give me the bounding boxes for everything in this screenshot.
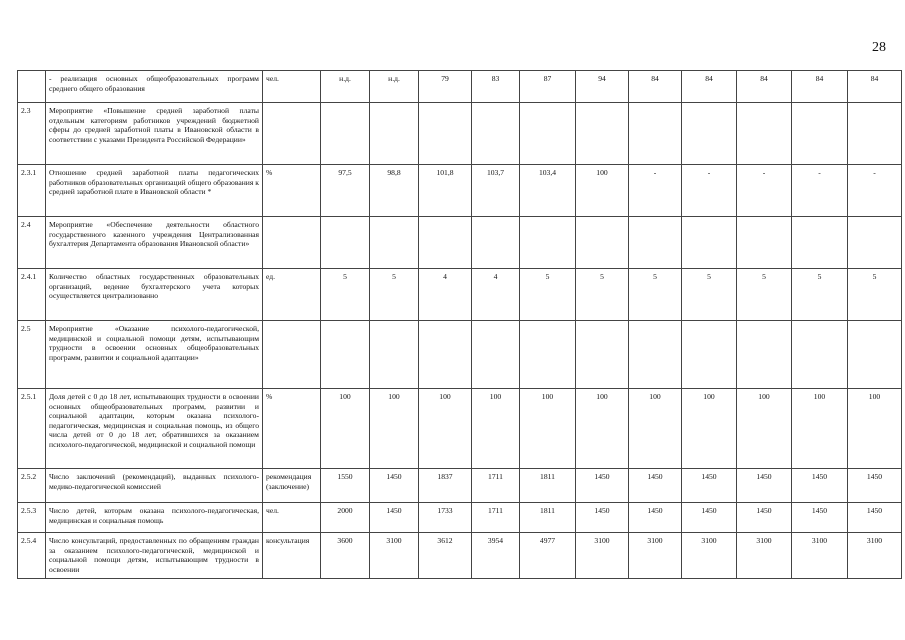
- row-number-cell: 2.5.4: [18, 533, 46, 579]
- value-cell: -: [737, 165, 792, 217]
- value-cell: [520, 103, 576, 165]
- value-cell: 87: [520, 71, 576, 103]
- table-row: [18, 321, 902, 389]
- value-cell: [419, 103, 472, 165]
- value-cell: -: [792, 165, 848, 217]
- indicator-name-cell: Количество областных государственных образовательных организаций, ведение бухгалтерского учета которых осуществляется централизованно: [46, 269, 263, 321]
- value-cell: 5: [321, 269, 370, 321]
- row-number-cell: 2.5.3: [18, 503, 46, 533]
- value-cell: [682, 217, 737, 269]
- row-number-cell: 2.3.1: [18, 165, 46, 217]
- value-cell: 100: [370, 389, 419, 469]
- value-cell: [848, 103, 902, 165]
- table-body: [18, 71, 902, 579]
- value-cell: 84: [848, 71, 902, 103]
- value-cell: [472, 217, 520, 269]
- value-cell: 100: [848, 389, 902, 469]
- value-cell: 100: [419, 389, 472, 469]
- value-cell: 100: [576, 165, 629, 217]
- value-cell: 100: [629, 389, 682, 469]
- value-cell: 1450: [576, 503, 629, 533]
- value-cell: [792, 321, 848, 389]
- value-cell: 1811: [520, 503, 576, 533]
- value-cell: 2000: [321, 503, 370, 533]
- value-cell: 3954: [472, 533, 520, 579]
- row-number-cell: 2.5.1: [18, 389, 46, 469]
- indicator-name-cell: Отношение средней заработной платы педагогических работников образовательных организаций общего образования к средней заработной плате в Ивановской области *: [46, 165, 263, 217]
- value-cell: 1811: [520, 469, 576, 503]
- value-cell: 100: [321, 389, 370, 469]
- unit-cell: рекомендация (заключение): [263, 469, 321, 503]
- value-cell: 5: [682, 269, 737, 321]
- indicator-name-cell: Число консультаций, предоставленных по обращениям граждан за оказанием психолого-педагогической, медицинской и социальной помощи детям, испытывающим трудности в освоении: [46, 533, 263, 579]
- table-row: [18, 503, 902, 533]
- value-cell: 4977: [520, 533, 576, 579]
- table-row: [18, 533, 902, 579]
- unit-cell: ед.: [263, 269, 321, 321]
- value-cell: 100: [520, 389, 576, 469]
- value-cell: 1711: [472, 503, 520, 533]
- value-cell: [629, 321, 682, 389]
- value-cell: 1550: [321, 469, 370, 503]
- value-cell: 5: [737, 269, 792, 321]
- value-cell: 100: [682, 389, 737, 469]
- value-cell: 97,5: [321, 165, 370, 217]
- table-row: [18, 269, 902, 321]
- value-cell: 3100: [629, 533, 682, 579]
- value-cell: 3100: [737, 533, 792, 579]
- indicator-name-cell: Мероприятие «Оказание психолого-педагогической, медицинской и социальной помощи детям, испытывающим трудности в освоении основных общеобразовательных программ, развитии и социальной адаптации»: [46, 321, 263, 389]
- value-cell: 3100: [576, 533, 629, 579]
- value-cell: [370, 103, 419, 165]
- value-cell: н.д.: [370, 71, 419, 103]
- value-cell: 100: [576, 389, 629, 469]
- value-cell: [576, 217, 629, 269]
- value-cell: 5: [576, 269, 629, 321]
- value-cell: 1450: [737, 469, 792, 503]
- value-cell: 4: [419, 269, 472, 321]
- value-cell: [629, 103, 682, 165]
- value-cell: 5: [848, 269, 902, 321]
- value-cell: 3100: [682, 533, 737, 579]
- value-cell: [321, 217, 370, 269]
- value-cell: [520, 321, 576, 389]
- value-cell: 84: [682, 71, 737, 103]
- value-cell: 4: [472, 269, 520, 321]
- value-cell: 84: [737, 71, 792, 103]
- value-cell: 94: [576, 71, 629, 103]
- value-cell: 3100: [848, 533, 902, 579]
- value-cell: 1450: [848, 503, 902, 533]
- unit-cell: [263, 103, 321, 165]
- value-cell: 3100: [792, 533, 848, 579]
- value-cell: 3600: [321, 533, 370, 579]
- value-cell: 101,8: [419, 165, 472, 217]
- value-cell: н.д.: [321, 71, 370, 103]
- value-cell: [419, 217, 472, 269]
- table-row: [18, 165, 902, 217]
- value-cell: 79: [419, 71, 472, 103]
- value-cell: 1837: [419, 469, 472, 503]
- value-cell: 5: [520, 269, 576, 321]
- value-cell: 5: [629, 269, 682, 321]
- value-cell: [321, 321, 370, 389]
- indicator-name-cell: Мероприятие «Повышение средней заработной платы отдельным категориям работников учреждений бюджетной сферы до средней заработной платы в Ивановской области в соответствии с указами Президента Российской Федерации»: [46, 103, 263, 165]
- indicator-name-cell: Доля детей с 0 до 18 лет, испытывающих трудности в освоении основных общеобразовательных программ, развитии и социальной адаптации, которым оказана психолого-педагогическая, медицинская и социальная помощь, из общего числа детей от 0 до 18 лет, обратившихся за оказанием психолого-педагогической, медицинской и социальной помощи: [46, 389, 263, 469]
- row-number-cell: 2.4: [18, 217, 46, 269]
- value-cell: 1450: [682, 503, 737, 533]
- value-cell: -: [682, 165, 737, 217]
- unit-cell: чел.: [263, 503, 321, 533]
- unit-cell: %: [263, 165, 321, 217]
- indicator-name-cell: Число детей, которым оказана психолого-педагогическая, медицинская и социальная помощь: [46, 503, 263, 533]
- unit-cell: чел.: [263, 71, 321, 103]
- value-cell: [737, 321, 792, 389]
- row-number-cell: [18, 71, 46, 103]
- table-row: [18, 469, 902, 503]
- value-cell: [321, 103, 370, 165]
- value-cell: [792, 103, 848, 165]
- value-cell: 1711: [472, 469, 520, 503]
- row-number-cell: 2.5.2: [18, 469, 46, 503]
- value-cell: [472, 321, 520, 389]
- indicator-name-cell: Мероприятие «Обеспечение деятельности областного государственного казенного учреждения Централизованная бухгалтерия Департамента образования Ивановской области»: [46, 217, 263, 269]
- value-cell: 5: [370, 269, 419, 321]
- value-cell: [848, 217, 902, 269]
- indicator-name-cell: Число заключений (рекомендаций), выданных психолого-медико-педагогической комиссией: [46, 469, 263, 503]
- unit-cell: [263, 217, 321, 269]
- value-cell: [848, 321, 902, 389]
- value-cell: [792, 217, 848, 269]
- value-cell: 3100: [370, 533, 419, 579]
- row-number-cell: 2.3: [18, 103, 46, 165]
- unit-cell: %: [263, 389, 321, 469]
- unit-cell: [263, 321, 321, 389]
- value-cell: 1450: [629, 503, 682, 533]
- value-cell: -: [629, 165, 682, 217]
- value-cell: 100: [792, 389, 848, 469]
- value-cell: 1450: [629, 469, 682, 503]
- unit-cell: консультация: [263, 533, 321, 579]
- value-cell: [472, 103, 520, 165]
- value-cell: 103,4: [520, 165, 576, 217]
- value-cell: [419, 321, 472, 389]
- value-cell: -: [848, 165, 902, 217]
- row-number-cell: 2.5: [18, 321, 46, 389]
- value-cell: [576, 103, 629, 165]
- value-cell: 1450: [737, 503, 792, 533]
- indicators-table: [17, 70, 902, 579]
- value-cell: 103,7: [472, 165, 520, 217]
- value-cell: 83: [472, 71, 520, 103]
- value-cell: [370, 321, 419, 389]
- value-cell: [737, 217, 792, 269]
- value-cell: [682, 321, 737, 389]
- value-cell: 1733: [419, 503, 472, 533]
- value-cell: 1450: [848, 469, 902, 503]
- value-cell: 1450: [792, 503, 848, 533]
- value-cell: 98,8: [370, 165, 419, 217]
- value-cell: 1450: [576, 469, 629, 503]
- value-cell: 1450: [682, 469, 737, 503]
- value-cell: [576, 321, 629, 389]
- value-cell: 1450: [370, 469, 419, 503]
- value-cell: 100: [737, 389, 792, 469]
- value-cell: 84: [792, 71, 848, 103]
- page-number: 28: [872, 40, 886, 55]
- table-row: [18, 71, 902, 103]
- value-cell: [682, 103, 737, 165]
- table-row: [18, 217, 902, 269]
- value-cell: [737, 103, 792, 165]
- indicator-name-cell: - реализация основных общеобразовательных программ среднего общего образования: [46, 71, 263, 103]
- value-cell: 84: [629, 71, 682, 103]
- value-cell: 5: [792, 269, 848, 321]
- value-cell: 1450: [370, 503, 419, 533]
- row-number-cell: 2.4.1: [18, 269, 46, 321]
- value-cell: 100: [472, 389, 520, 469]
- value-cell: [520, 217, 576, 269]
- value-cell: 3612: [419, 533, 472, 579]
- table-row: [18, 103, 902, 165]
- value-cell: 1450: [792, 469, 848, 503]
- value-cell: [629, 217, 682, 269]
- value-cell: [370, 217, 419, 269]
- table-row: [18, 389, 902, 469]
